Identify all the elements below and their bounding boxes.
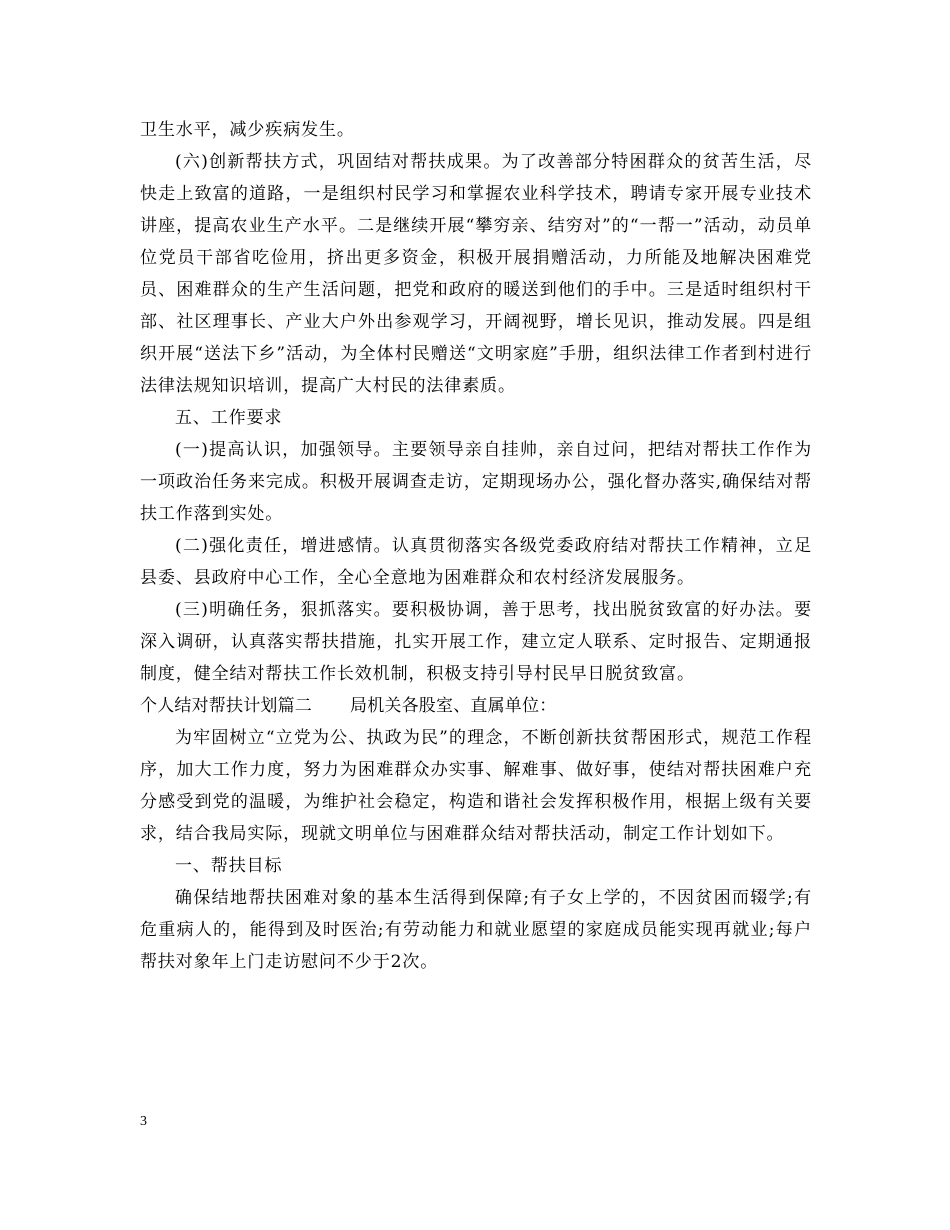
paragraph-item-six: (六)创新帮扶方式，巩固结对帮扶成果。为了改善部分特困群众的贫苦生活，尽快走上致富的道路，一是组织村民学习和掌握农业科学技术，聘请专家开展专业技术讲座，提高农业生产水平。二是继续开展“攀穷亲、结穷对”的“一帮一”活动，动员单位党员干部省吃俭用，挤出更多资金，积极开展捐赠活动，力所能及地解决困难党员、困难群众的生产生活问题，把党和政府的暖送到他们的手中。三是适时组织村干部、社区理事长、产业大户外出参观学习，开阔视野，增长见识，推动发展。四是组织开展“送法下乡”活动，为全体村民赠送“文明家庭”手册，组织法律工作者到村进行法律法规知识培训，提高广大村民的法律素质。	[140, 152, 812, 396]
paragraph-goal: 确保结地帮扶困难对象的基本生活得到保障;有子女上学的，不因贫困而辍学;有危重病人的，能得到及时医治;有劳动能力和就业愿望的家庭成员能实现再就业;每户帮扶对象年上门走访慰问不少于2次。	[140, 888, 812, 972]
document-body	[140, 114, 812, 978]
section-heading-one: 一、帮扶目标	[175, 856, 283, 876]
part-two-title: 个人结对帮扶计划篇二	[140, 696, 312, 716]
part-two-title-line	[140, 690, 812, 722]
paragraph-continuation: 卫生水平，减少疾病发生。	[140, 120, 355, 140]
paragraph-requirement-2: (二)强化责任，增进感情。认真贯彻落实各级党委政府结对帮扶工作精神，立足县委、县政府中心工作，全心全意地为困难群众和农村经济发展服务。	[140, 536, 812, 588]
page-number: 3	[140, 1114, 147, 1129]
paragraph-intro: 为牢固树立“立党为公、执政为民”的理念，不断创新扶贫帮困形式，规范工作程序，加大工作力度，努力为困难群众办实事、解难事、做好事，使结对帮扶困难户充分感受到党的温暖，为维护社会稳定，构造和谐社会发挥积极作用，根据上级有关要求，结合我局实际，现就文明单位与困难群众结对帮扶活动，制定工作计划如下。	[140, 728, 812, 844]
section-heading-five: 五、工作要求	[175, 408, 283, 428]
addressee: 局机关各股室、直属单位：	[350, 696, 557, 716]
paragraph-requirement-1: (一)提高认识，加强领导。主要领导亲自挂帅，亲自过问，把结对帮扶工作作为一项政治任务来完成。积极开展调查走访，定期现场办公，强化督办落实,确保结对帮扶工作落到实处。	[140, 440, 812, 524]
paragraph-requirement-3: (三)明确任务，狠抓落实。要积极协调，善于思考，找出脱贫致富的好办法。要深入调研，认真落实帮扶措施，扎实开展工作，建立定人联系、定时报告、定期通报制度，健全结对帮扶工作长效机制，积极支持引导村民早日脱贫致富。	[140, 600, 812, 684]
